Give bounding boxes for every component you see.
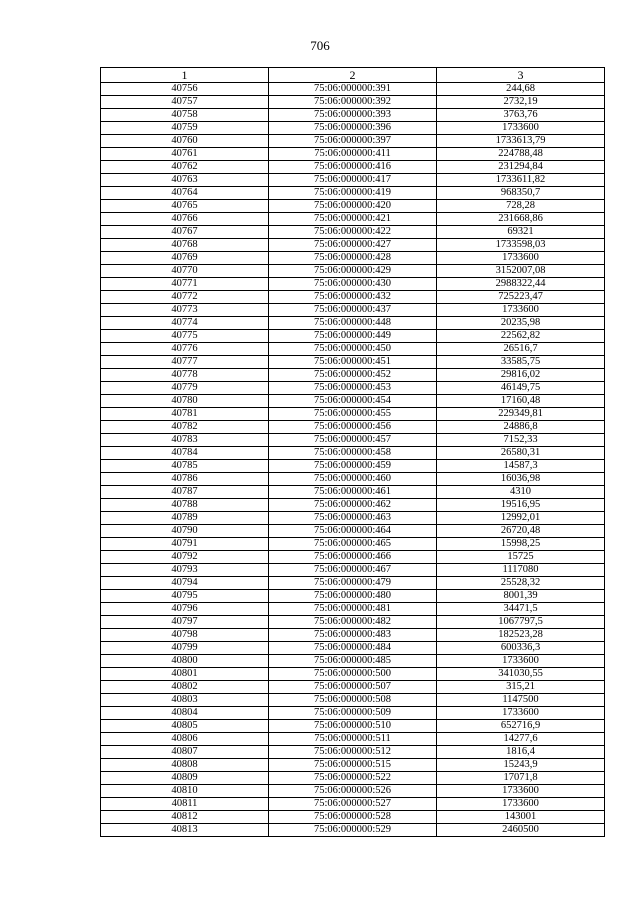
cadastral-number-cell: 75:06:000000:481 (269, 603, 437, 616)
row-number-cell: 40813 (101, 824, 269, 837)
cadastral-number-cell: 75:06:000000:483 (269, 629, 437, 642)
value-cell: 1733598,03 (437, 239, 605, 252)
row-number-cell: 40783 (101, 434, 269, 447)
value-cell: 24886,8 (437, 421, 605, 434)
value-cell: 17071,8 (437, 772, 605, 785)
cadastral-number-cell: 75:06:000000:455 (269, 408, 437, 421)
table-row (101, 343, 605, 356)
value-cell: 725223,47 (437, 291, 605, 304)
cadastral-number-cell: 75:06:000000:432 (269, 291, 437, 304)
value-cell: 15725 (437, 551, 605, 564)
cadastral-number-cell: 75:06:000000:448 (269, 317, 437, 330)
row-number-cell: 40811 (101, 798, 269, 811)
cadastral-number-cell: 75:06:000000:453 (269, 382, 437, 395)
row-number-cell: 40807 (101, 746, 269, 759)
table-row (101, 109, 605, 122)
cadastral-number-cell: 75:06:000000:527 (269, 798, 437, 811)
row-number-cell: 40798 (101, 629, 269, 642)
table-row (101, 369, 605, 382)
table-row (101, 434, 605, 447)
cadastral-number-cell: 75:06:000000:500 (269, 668, 437, 681)
table-row (101, 603, 605, 616)
value-cell: 34471,5 (437, 603, 605, 616)
row-number-cell: 40794 (101, 577, 269, 590)
value-cell: 341030,55 (437, 668, 605, 681)
table-row (101, 304, 605, 317)
row-number-cell: 40810 (101, 785, 269, 798)
table-row (101, 122, 605, 135)
cadastral-number-cell: 75:06:000000:392 (269, 96, 437, 109)
table-row (101, 447, 605, 460)
cadastral-number-cell: 75:06:000000:515 (269, 759, 437, 772)
cadastral-number-cell: 75:06:000000:456 (269, 421, 437, 434)
cadastral-number-cell: 75:06:000000:529 (269, 824, 437, 837)
table-row (101, 395, 605, 408)
data-table (100, 67, 605, 837)
cadastral-number-cell: 75:06:000000:466 (269, 551, 437, 564)
row-number-cell: 40759 (101, 122, 269, 135)
value-cell: 2460500 (437, 824, 605, 837)
table-row (101, 824, 605, 837)
value-cell: 231294,84 (437, 161, 605, 174)
value-cell: 1733613,79 (437, 135, 605, 148)
value-cell: 26580,31 (437, 447, 605, 460)
table-row (101, 551, 605, 564)
cadastral-number-cell: 75:06:000000:508 (269, 694, 437, 707)
row-number-cell: 40761 (101, 148, 269, 161)
table-row (101, 655, 605, 668)
table-row (101, 642, 605, 655)
row-number-cell: 40756 (101, 83, 269, 96)
table-row (101, 460, 605, 473)
table-row (101, 317, 605, 330)
table-row (101, 148, 605, 161)
cadastral-number-cell: 75:06:000000:391 (269, 83, 437, 96)
cadastral-number-cell: 75:06:000000:528 (269, 811, 437, 824)
table-row (101, 226, 605, 239)
value-cell: 16036,98 (437, 473, 605, 486)
cadastral-number-cell: 75:06:000000:482 (269, 616, 437, 629)
table-row (101, 525, 605, 538)
row-number-cell: 40780 (101, 395, 269, 408)
column-header: 2 (269, 68, 437, 83)
value-cell: 1733600 (437, 655, 605, 668)
cadastral-number-cell: 75:06:000000:416 (269, 161, 437, 174)
row-number-cell: 40791 (101, 538, 269, 551)
value-cell: 33585,75 (437, 356, 605, 369)
row-number-cell: 40772 (101, 291, 269, 304)
cadastral-number-cell: 75:06:000000:428 (269, 252, 437, 265)
value-cell: 15998,25 (437, 538, 605, 551)
cadastral-number-cell: 75:06:000000:417 (269, 174, 437, 187)
row-number-cell: 40771 (101, 278, 269, 291)
table-row (101, 616, 605, 629)
row-number-cell: 40764 (101, 187, 269, 200)
row-number-cell: 40799 (101, 642, 269, 655)
value-cell: 12992,01 (437, 512, 605, 525)
value-cell: 1733600 (437, 122, 605, 135)
value-cell: 1733600 (437, 252, 605, 265)
cadastral-number-cell: 75:06:000000:430 (269, 278, 437, 291)
row-number-cell: 40778 (101, 369, 269, 382)
table-row (101, 811, 605, 824)
table-row (101, 785, 605, 798)
table-row (101, 174, 605, 187)
row-number-cell: 40795 (101, 590, 269, 603)
row-number-cell: 40773 (101, 304, 269, 317)
cadastral-number-cell: 75:06:000000:509 (269, 707, 437, 720)
table-row (101, 408, 605, 421)
row-number-cell: 40767 (101, 226, 269, 239)
value-cell: 728,28 (437, 200, 605, 213)
page-number: 706 (310, 38, 330, 53)
value-cell: 1733600 (437, 785, 605, 798)
value-cell: 14277,6 (437, 733, 605, 746)
cadastral-number-cell: 75:06:000000:427 (269, 239, 437, 252)
row-number-cell: 40785 (101, 460, 269, 473)
table-row (101, 746, 605, 759)
row-number-cell: 40774 (101, 317, 269, 330)
table-row (101, 564, 605, 577)
cadastral-number-cell: 75:06:000000:484 (269, 642, 437, 655)
table-row (101, 200, 605, 213)
row-number-cell: 40787 (101, 486, 269, 499)
row-number-cell: 40792 (101, 551, 269, 564)
table-row (101, 772, 605, 785)
row-number-cell: 40777 (101, 356, 269, 369)
row-number-cell: 40760 (101, 135, 269, 148)
cadastral-number-cell: 75:06:000000:420 (269, 200, 437, 213)
cadastral-number-cell: 75:06:000000:457 (269, 434, 437, 447)
row-number-cell: 40805 (101, 720, 269, 733)
table-row (101, 473, 605, 486)
cadastral-number-cell: 75:06:000000:511 (269, 733, 437, 746)
value-cell: 1733600 (437, 798, 605, 811)
value-cell: 1733600 (437, 304, 605, 317)
table-row (101, 213, 605, 226)
cadastral-number-cell: 75:06:000000:450 (269, 343, 437, 356)
row-number-cell: 40757 (101, 96, 269, 109)
table-row (101, 356, 605, 369)
value-cell: 25528,32 (437, 577, 605, 590)
cadastral-number-cell: 75:06:000000:507 (269, 681, 437, 694)
value-cell: 1147500 (437, 694, 605, 707)
cadastral-number-cell: 75:06:000000:421 (269, 213, 437, 226)
value-cell: 143001 (437, 811, 605, 824)
cadastral-number-cell: 75:06:000000:397 (269, 135, 437, 148)
row-number-cell: 40812 (101, 811, 269, 824)
value-cell: 19516,95 (437, 499, 605, 512)
table-row (101, 135, 605, 148)
cadastral-number-cell: 75:06:000000:429 (269, 265, 437, 278)
value-cell: 26720,48 (437, 525, 605, 538)
value-cell: 8001,39 (437, 590, 605, 603)
row-number-cell: 40781 (101, 408, 269, 421)
cadastral-number-cell: 75:06:000000:449 (269, 330, 437, 343)
cadastral-number-cell: 75:06:000000:458 (269, 447, 437, 460)
cadastral-number-cell: 75:06:000000:411 (269, 148, 437, 161)
cadastral-number-cell: 75:06:000000:522 (269, 772, 437, 785)
row-number-cell: 40758 (101, 109, 269, 122)
row-number-cell: 40775 (101, 330, 269, 343)
row-number-cell: 40802 (101, 681, 269, 694)
cadastral-number-cell: 75:06:000000:467 (269, 564, 437, 577)
value-cell: 3763,76 (437, 109, 605, 122)
row-number-cell: 40763 (101, 174, 269, 187)
table-row (101, 629, 605, 642)
value-cell: 2988322,44 (437, 278, 605, 291)
column-header: 1 (101, 68, 269, 83)
row-number-cell: 40797 (101, 616, 269, 629)
row-number-cell: 40776 (101, 343, 269, 356)
table-row (101, 798, 605, 811)
table-row (101, 538, 605, 551)
table-row (101, 512, 605, 525)
value-cell: 652716,9 (437, 720, 605, 733)
row-number-cell: 40800 (101, 655, 269, 668)
value-cell: 1117080 (437, 564, 605, 577)
table-header-row (101, 68, 605, 83)
table-row (101, 330, 605, 343)
row-number-cell: 40801 (101, 668, 269, 681)
row-number-cell: 40766 (101, 213, 269, 226)
value-cell: 4310 (437, 486, 605, 499)
value-cell: 22562,82 (437, 330, 605, 343)
cadastral-number-cell: 75:06:000000:485 (269, 655, 437, 668)
value-cell: 26516,7 (437, 343, 605, 356)
cadastral-number-cell: 75:06:000000:462 (269, 499, 437, 512)
table-row (101, 96, 605, 109)
table-row (101, 83, 605, 96)
table-row (101, 161, 605, 174)
value-cell: 182523,28 (437, 629, 605, 642)
value-cell: 1733611,82 (437, 174, 605, 187)
value-cell: 20235,98 (437, 317, 605, 330)
cadastral-number-cell: 75:06:000000:452 (269, 369, 437, 382)
cadastral-number-cell: 75:06:000000:422 (269, 226, 437, 239)
table-row (101, 694, 605, 707)
table-row (101, 252, 605, 265)
cadastral-number-cell: 75:06:000000:480 (269, 590, 437, 603)
value-cell: 231668,86 (437, 213, 605, 226)
value-cell: 244,68 (437, 83, 605, 96)
value-cell: 600336,3 (437, 642, 605, 655)
table-row (101, 187, 605, 200)
value-cell: 2732,19 (437, 96, 605, 109)
cadastral-number-cell: 75:06:000000:512 (269, 746, 437, 759)
row-number-cell: 40768 (101, 239, 269, 252)
table-row (101, 239, 605, 252)
value-cell: 46149,75 (437, 382, 605, 395)
cadastral-number-cell: 75:06:000000:419 (269, 187, 437, 200)
row-number-cell: 40762 (101, 161, 269, 174)
table-row (101, 486, 605, 499)
value-cell: 315,21 (437, 681, 605, 694)
table-row (101, 759, 605, 772)
row-number-cell: 40789 (101, 512, 269, 525)
cadastral-number-cell: 75:06:000000:463 (269, 512, 437, 525)
table-row (101, 590, 605, 603)
row-number-cell: 40796 (101, 603, 269, 616)
row-number-cell: 40784 (101, 447, 269, 460)
table-row (101, 265, 605, 278)
cadastral-number-cell: 75:06:000000:460 (269, 473, 437, 486)
row-number-cell: 40793 (101, 564, 269, 577)
value-cell: 14587,3 (437, 460, 605, 473)
cadastral-number-cell: 75:06:000000:451 (269, 356, 437, 369)
row-number-cell: 40788 (101, 499, 269, 512)
row-number-cell: 40809 (101, 772, 269, 785)
cadastral-number-cell: 75:06:000000:396 (269, 122, 437, 135)
cadastral-number-cell: 75:06:000000:437 (269, 304, 437, 317)
cadastral-number-cell: 75:06:000000:454 (269, 395, 437, 408)
cadastral-number-cell: 75:06:000000:461 (269, 486, 437, 499)
row-number-cell: 40786 (101, 473, 269, 486)
table-row (101, 421, 605, 434)
value-cell: 229349,81 (437, 408, 605, 421)
cadastral-number-cell: 75:06:000000:465 (269, 538, 437, 551)
value-cell: 69321 (437, 226, 605, 239)
row-number-cell: 40765 (101, 200, 269, 213)
cadastral-number-cell: 75:06:000000:526 (269, 785, 437, 798)
row-number-cell: 40803 (101, 694, 269, 707)
table-body (101, 83, 605, 837)
cadastral-number-cell: 75:06:000000:464 (269, 525, 437, 538)
table-row (101, 733, 605, 746)
row-number-cell: 40806 (101, 733, 269, 746)
column-header: 3 (437, 68, 605, 83)
row-number-cell: 40804 (101, 707, 269, 720)
cadastral-number-cell: 75:06:000000:510 (269, 720, 437, 733)
value-cell: 3152007,08 (437, 265, 605, 278)
value-cell: 7152,33 (437, 434, 605, 447)
row-number-cell: 40782 (101, 421, 269, 434)
row-number-cell: 40779 (101, 382, 269, 395)
table-row (101, 681, 605, 694)
table-row (101, 278, 605, 291)
table-row (101, 720, 605, 733)
value-cell: 1733600 (437, 707, 605, 720)
cadastral-number-cell: 75:06:000000:459 (269, 460, 437, 473)
value-cell: 1067797,5 (437, 616, 605, 629)
cadastral-number-cell: 75:06:000000:393 (269, 109, 437, 122)
table-row (101, 668, 605, 681)
row-number-cell: 40769 (101, 252, 269, 265)
table-row (101, 291, 605, 304)
value-cell: 968350,7 (437, 187, 605, 200)
table-row (101, 382, 605, 395)
value-cell: 224788,48 (437, 148, 605, 161)
value-cell: 29816,02 (437, 369, 605, 382)
value-cell: 1816,4 (437, 746, 605, 759)
row-number-cell: 40770 (101, 265, 269, 278)
table-row (101, 577, 605, 590)
cadastral-number-cell: 75:06:000000:479 (269, 577, 437, 590)
value-cell: 17160,48 (437, 395, 605, 408)
table-row (101, 707, 605, 720)
row-number-cell: 40808 (101, 759, 269, 772)
table-row (101, 499, 605, 512)
value-cell: 15243,9 (437, 759, 605, 772)
row-number-cell: 40790 (101, 525, 269, 538)
